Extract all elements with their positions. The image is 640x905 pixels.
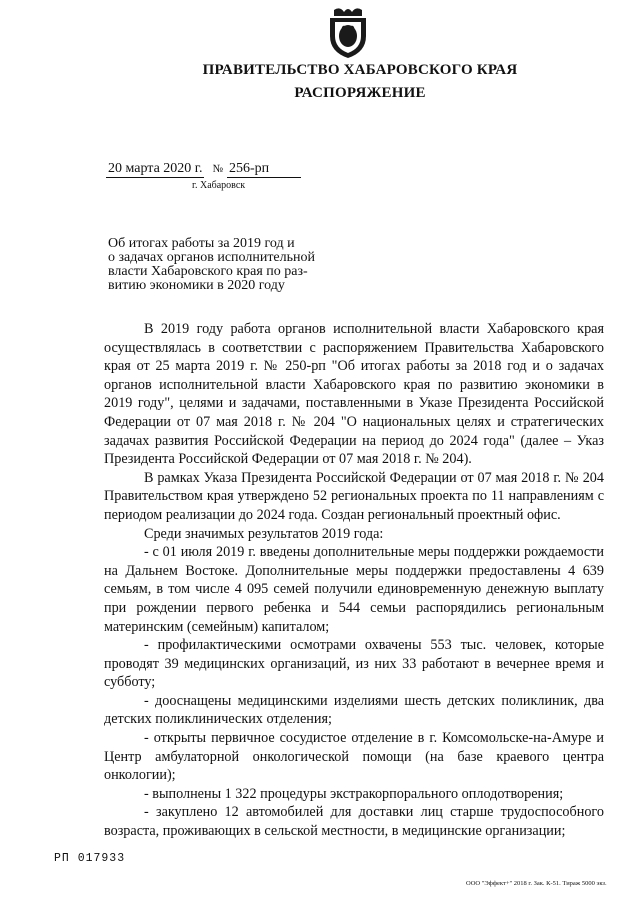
subject-line: витию экономики в 2020 году [108,278,285,293]
document-date: 20 марта 2020 г. [108,161,203,176]
city: г. Хабаровск [192,180,246,191]
printer-imprint: ООО "Эффект+" 2018 г. Зак. К-51. Тираж 5000 экз. [466,880,607,887]
body-paragraph: В рамках Указа Президента Российской Федерации от 07 мая 2018 г. № 204 Правительством края утверждено 52 региональных проекта по 11 направлениям с периодом реализации до 2024 года. Создан региональный проектный офис. [104,469,604,523]
body-paragraph: - закуплено 12 автомобилей для доставки лиц старше трудоспособного возраста, проживающих в сельской местности, в медицинские организации; [104,804,604,840]
body-paragraph: В 2019 году работа органов исполнительной власти Хабаровского края осуществлялась в соответствии с распоряжением Правительства Хабаровского края от 25 марта 2019 г. № 250-рп "Об итогах работы за 2018 год и о задачах органов исполнительной власти Хабаровского края по развитию экономики в 2019 году", целями и задачами, поставленными в Указе Президента Российской Федерации от 07 мая 2018 г. № 204 "О национальных целях и стратегических задачах развития Российской Федерации на период до 2024 года" (далее – Указ Президента Российской Федерации от 07 мая 2018 г. № 204). [104,321,604,468]
subject-line: Об итогах работы за 2019 год и [108,236,295,251]
document-number: 256-рп [227,161,301,178]
subject-line: о задачах органов исполнительной [108,250,316,265]
body-paragraph: Среди значимых результатов 2019 года: [144,525,384,542]
document-body [104,320,604,841]
document-subject [108,237,338,293]
subject-line: власти Хабаровского края по раз- [108,264,308,279]
document-type: РАСПОРЯЖЕНИЕ [294,85,426,101]
number-sign: № [212,163,223,175]
body-paragraph: - с 01 июля 2019 г. введены дополнительные меры поддержки рождаемости на Дальнем Востоке. Дополнительные меры поддержки предоставлены 4 639 семьям, в том числе 4 095 семей получили единовременную денежную выплату при рождении первого ребенка и 544 семьи распорядились региональным материнским (семейным) капиталом; [104,544,604,635]
khabarovsk-coat-of-arms-icon [326,4,370,60]
body-paragraph: - профилактическими осмотрами охвачены 553 тыс. человек, которые проводят 39 медицинских организаций, из них 33 работают в вечернее время и субботу; [104,637,604,691]
body-paragraph: - дооснащены медицинскими изделиями шесть детских поликлиник, два детских поликлинических отделения; [104,692,604,728]
body-paragraph: - выполнены 1 322 процедуры экстракорпорального оплодотворения; [144,785,564,802]
date-number-line [106,161,301,178]
government-title: ПРАВИТЕЛЬСТВО ХАБАРОВСКОГО КРАЯ [202,62,518,78]
body-paragraph: - открыты первичное сосудистое отделение в г. Комсомольске-на-Амуре и Центр амбулаторной онкологической помощи (на базе краевого центра онкологии); [104,730,604,784]
form-code: РП 017933 [54,852,126,865]
